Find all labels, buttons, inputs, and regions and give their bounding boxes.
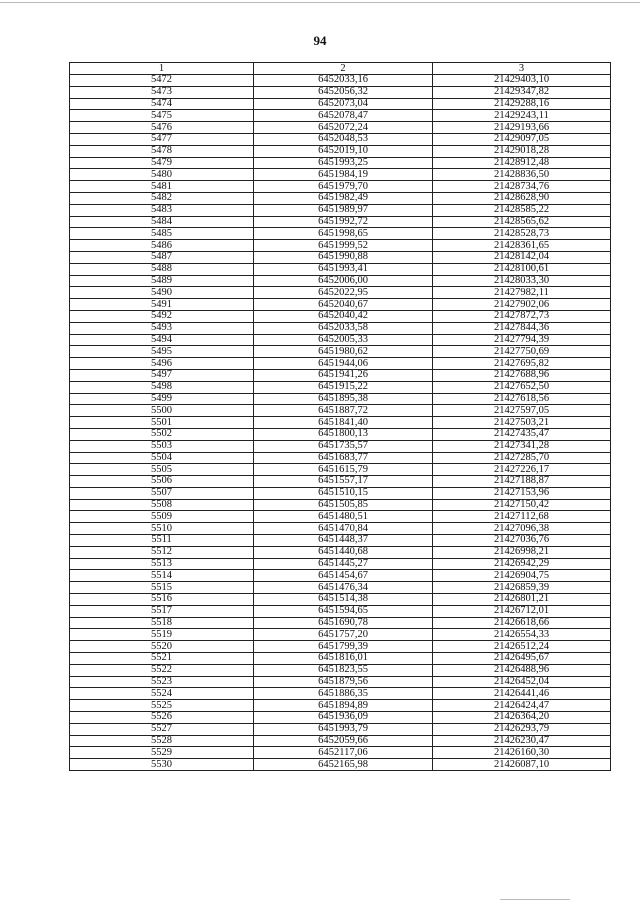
table-row xyxy=(70,322,611,334)
point-number-cell: 5478 xyxy=(70,145,254,157)
x-coordinate-cell: 6451895,38 xyxy=(254,393,433,405)
x-coordinate-cell: 6451993,41 xyxy=(254,263,433,275)
point-number-cell: 5522 xyxy=(70,664,254,676)
x-coordinate-cell: 6452033,16 xyxy=(254,75,433,87)
y-coordinate-cell: 21427652,50 xyxy=(433,381,611,393)
y-coordinate-cell: 21429018,28 xyxy=(433,145,611,157)
y-coordinate-cell: 21427872,73 xyxy=(433,310,611,322)
y-coordinate-cell: 21427096,38 xyxy=(433,523,611,535)
table-row xyxy=(70,169,611,181)
y-coordinate-cell: 21429288,16 xyxy=(433,98,611,110)
point-number-cell: 5511 xyxy=(70,535,254,547)
table-row xyxy=(70,381,611,393)
x-coordinate-cell: 6452006,00 xyxy=(254,275,433,287)
y-coordinate-cell: 21427902,06 xyxy=(433,299,611,311)
point-number-cell: 5524 xyxy=(70,688,254,700)
table-row xyxy=(70,110,611,122)
x-coordinate-cell: 6451982,49 xyxy=(254,192,433,204)
table-row xyxy=(70,676,611,688)
x-coordinate-cell: 6452059,66 xyxy=(254,735,433,747)
x-coordinate-cell: 6451944,06 xyxy=(254,358,433,370)
table-row xyxy=(70,393,611,405)
y-coordinate-cell: 21427188,87 xyxy=(433,476,611,488)
y-coordinate-cell: 21428142,04 xyxy=(433,251,611,263)
x-coordinate-cell: 6451980,62 xyxy=(254,346,433,358)
point-number-cell: 5502 xyxy=(70,428,254,440)
y-coordinate-cell: 21427794,39 xyxy=(433,334,611,346)
point-number-cell: 5483 xyxy=(70,204,254,216)
y-coordinate-cell: 21426618,66 xyxy=(433,617,611,629)
table-header-row xyxy=(70,63,611,75)
table-row xyxy=(70,594,611,606)
y-coordinate-cell: 21427844,36 xyxy=(433,322,611,334)
point-number-cell: 5489 xyxy=(70,275,254,287)
y-coordinate-cell: 21429403,10 xyxy=(433,75,611,87)
table-row xyxy=(70,546,611,558)
point-number-cell: 5500 xyxy=(70,405,254,417)
y-coordinate-cell: 21426904,75 xyxy=(433,570,611,582)
y-coordinate-cell: 21428734,76 xyxy=(433,181,611,193)
point-number-cell: 5508 xyxy=(70,499,254,511)
x-coordinate-cell: 6452073,04 xyxy=(254,98,433,110)
table-row xyxy=(70,428,611,440)
table-row xyxy=(70,263,611,275)
x-coordinate-cell: 6452022,95 xyxy=(254,287,433,299)
point-number-cell: 5501 xyxy=(70,417,254,429)
y-coordinate-cell: 21426424,47 xyxy=(433,700,611,712)
x-coordinate-cell: 6451999,52 xyxy=(254,240,433,252)
scan-edge-line-bottom xyxy=(500,899,570,900)
y-coordinate-cell: 21427597,05 xyxy=(433,405,611,417)
y-coordinate-cell: 21427750,69 xyxy=(433,346,611,358)
point-number-cell: 5515 xyxy=(70,582,254,594)
x-coordinate-cell: 6451989,97 xyxy=(254,204,433,216)
point-number-cell: 5476 xyxy=(70,122,254,134)
point-number-cell: 5499 xyxy=(70,393,254,405)
x-coordinate-cell: 6451841,40 xyxy=(254,417,433,429)
y-coordinate-cell: 21427688,96 xyxy=(433,369,611,381)
point-number-cell: 5521 xyxy=(70,653,254,665)
x-coordinate-cell: 6451757,20 xyxy=(254,629,433,641)
y-coordinate-cell: 21426160,30 xyxy=(433,747,611,759)
x-coordinate-cell: 6451735,57 xyxy=(254,440,433,452)
point-number-cell: 5520 xyxy=(70,641,254,653)
table-row xyxy=(70,181,611,193)
x-coordinate-cell: 6451615,79 xyxy=(254,464,433,476)
table-row xyxy=(70,617,611,629)
x-coordinate-cell: 6452072,24 xyxy=(254,122,433,134)
table-row xyxy=(70,511,611,523)
point-number-cell: 5519 xyxy=(70,629,254,641)
point-number-cell: 5495 xyxy=(70,346,254,358)
table-row xyxy=(70,133,611,145)
column-header-x: 2 xyxy=(254,63,433,75)
table-row xyxy=(70,653,611,665)
table-row xyxy=(70,523,611,535)
table-row xyxy=(70,688,611,700)
y-coordinate-cell: 21426998,21 xyxy=(433,546,611,558)
point-number-cell: 5487 xyxy=(70,251,254,263)
y-coordinate-cell: 21429347,82 xyxy=(433,86,611,98)
point-number-cell: 5528 xyxy=(70,735,254,747)
x-coordinate-cell: 6451514,38 xyxy=(254,594,433,606)
y-coordinate-cell: 21427695,82 xyxy=(433,358,611,370)
point-number-cell: 5518 xyxy=(70,617,254,629)
table-row xyxy=(70,558,611,570)
point-number-cell: 5507 xyxy=(70,487,254,499)
point-number-cell: 5504 xyxy=(70,452,254,464)
x-coordinate-cell: 6451510,15 xyxy=(254,487,433,499)
table-row xyxy=(70,747,611,759)
y-coordinate-cell: 21426712,01 xyxy=(433,605,611,617)
table-row xyxy=(70,499,611,511)
point-number-cell: 5503 xyxy=(70,440,254,452)
table-row xyxy=(70,723,611,735)
y-coordinate-cell: 21429243,11 xyxy=(433,110,611,122)
point-number-cell: 5493 xyxy=(70,322,254,334)
table-row xyxy=(70,487,611,499)
table-row xyxy=(70,75,611,87)
x-coordinate-cell: 6452033,58 xyxy=(254,322,433,334)
x-coordinate-cell: 6451448,37 xyxy=(254,535,433,547)
table-row xyxy=(70,452,611,464)
x-coordinate-cell: 6451998,65 xyxy=(254,228,433,240)
table-row xyxy=(70,275,611,287)
point-number-cell: 5525 xyxy=(70,700,254,712)
y-coordinate-cell: 21426293,79 xyxy=(433,723,611,735)
y-coordinate-cell: 21427285,70 xyxy=(433,452,611,464)
y-coordinate-cell: 21427341,28 xyxy=(433,440,611,452)
table-row xyxy=(70,369,611,381)
table-row xyxy=(70,605,611,617)
y-coordinate-cell: 21426364,20 xyxy=(433,712,611,724)
point-number-cell: 5517 xyxy=(70,605,254,617)
point-number-cell: 5523 xyxy=(70,676,254,688)
point-number-cell: 5506 xyxy=(70,476,254,488)
y-coordinate-cell: 21428565,62 xyxy=(433,216,611,228)
point-number-cell: 5529 xyxy=(70,747,254,759)
point-number-cell: 5474 xyxy=(70,98,254,110)
table-row xyxy=(70,712,611,724)
table-row xyxy=(70,629,611,641)
y-coordinate-cell: 21427982,11 xyxy=(433,287,611,299)
x-coordinate-cell: 6451690,78 xyxy=(254,617,433,629)
table-row xyxy=(70,287,611,299)
table-row xyxy=(70,240,611,252)
y-coordinate-cell: 21426488,96 xyxy=(433,664,611,676)
y-coordinate-cell: 21429097,05 xyxy=(433,133,611,145)
point-number-cell: 5496 xyxy=(70,358,254,370)
y-coordinate-cell: 21426801,21 xyxy=(433,594,611,606)
x-coordinate-cell: 6451823,55 xyxy=(254,664,433,676)
column-header-point: 1 xyxy=(70,63,254,75)
table-row xyxy=(70,417,611,429)
table-row xyxy=(70,122,611,134)
point-number-cell: 5480 xyxy=(70,169,254,181)
point-number-cell: 5472 xyxy=(70,75,254,87)
table-row xyxy=(70,405,611,417)
x-coordinate-cell: 6452165,98 xyxy=(254,759,433,771)
table-body xyxy=(70,75,611,771)
table-row xyxy=(70,86,611,98)
table-row xyxy=(70,735,611,747)
y-coordinate-cell: 21427226,17 xyxy=(433,464,611,476)
point-number-cell: 5498 xyxy=(70,381,254,393)
y-coordinate-cell: 21428100,61 xyxy=(433,263,611,275)
x-coordinate-cell: 6451915,22 xyxy=(254,381,433,393)
x-coordinate-cell: 6451440,68 xyxy=(254,546,433,558)
coordinates-table xyxy=(69,62,611,771)
table-row xyxy=(70,157,611,169)
table-row xyxy=(70,664,611,676)
y-coordinate-cell: 21428628,90 xyxy=(433,192,611,204)
point-number-cell: 5527 xyxy=(70,723,254,735)
point-number-cell: 5510 xyxy=(70,523,254,535)
x-coordinate-cell: 6451470,84 xyxy=(254,523,433,535)
point-number-cell: 5473 xyxy=(70,86,254,98)
x-coordinate-cell: 6451683,77 xyxy=(254,452,433,464)
point-number-cell: 5482 xyxy=(70,192,254,204)
x-coordinate-cell: 6451594,65 xyxy=(254,605,433,617)
x-coordinate-cell: 6451557,17 xyxy=(254,476,433,488)
y-coordinate-cell: 21428585,22 xyxy=(433,204,611,216)
point-number-cell: 5509 xyxy=(70,511,254,523)
column-header-y: 3 xyxy=(433,63,611,75)
table-row xyxy=(70,310,611,322)
x-coordinate-cell: 6451816,01 xyxy=(254,653,433,665)
table-row xyxy=(70,641,611,653)
point-number-cell: 5475 xyxy=(70,110,254,122)
y-coordinate-cell: 21427153,96 xyxy=(433,487,611,499)
x-coordinate-cell: 6451480,51 xyxy=(254,511,433,523)
point-number-cell: 5488 xyxy=(70,263,254,275)
table-row xyxy=(70,582,611,594)
point-number-cell: 5497 xyxy=(70,369,254,381)
x-coordinate-cell: 6451476,34 xyxy=(254,582,433,594)
point-number-cell: 5513 xyxy=(70,558,254,570)
x-coordinate-cell: 6451941,26 xyxy=(254,369,433,381)
point-number-cell: 5494 xyxy=(70,334,254,346)
y-coordinate-cell: 21426495,67 xyxy=(433,653,611,665)
y-coordinate-cell: 21427150,42 xyxy=(433,499,611,511)
x-coordinate-cell: 6451445,27 xyxy=(254,558,433,570)
table-row xyxy=(70,700,611,712)
point-number-cell: 5514 xyxy=(70,570,254,582)
point-number-cell: 5490 xyxy=(70,287,254,299)
point-number-cell: 5484 xyxy=(70,216,254,228)
table-row xyxy=(70,476,611,488)
point-number-cell: 5479 xyxy=(70,157,254,169)
x-coordinate-cell: 6452040,67 xyxy=(254,299,433,311)
x-coordinate-cell: 6451993,79 xyxy=(254,723,433,735)
scan-edge-line xyxy=(0,2,640,3)
x-coordinate-cell: 6452048,53 xyxy=(254,133,433,145)
x-coordinate-cell: 6451887,72 xyxy=(254,405,433,417)
table-row xyxy=(70,192,611,204)
point-number-cell: 5477 xyxy=(70,133,254,145)
y-coordinate-cell: 21428912,48 xyxy=(433,157,611,169)
y-coordinate-cell: 21426859,39 xyxy=(433,582,611,594)
y-coordinate-cell: 21427036,76 xyxy=(433,535,611,547)
x-coordinate-cell: 6451990,88 xyxy=(254,251,433,263)
x-coordinate-cell: 6451879,56 xyxy=(254,676,433,688)
y-coordinate-cell: 21428361,65 xyxy=(433,240,611,252)
table-row xyxy=(70,251,611,263)
page-number: 94 xyxy=(313,33,327,48)
x-coordinate-cell: 6451894,89 xyxy=(254,700,433,712)
point-number-cell: 5491 xyxy=(70,299,254,311)
x-coordinate-cell: 6452056,32 xyxy=(254,86,433,98)
table-row xyxy=(70,358,611,370)
y-coordinate-cell: 21426452,04 xyxy=(433,676,611,688)
point-number-cell: 5512 xyxy=(70,546,254,558)
table-row xyxy=(70,570,611,582)
y-coordinate-cell: 21426554,33 xyxy=(433,629,611,641)
y-coordinate-cell: 21426942,29 xyxy=(433,558,611,570)
x-coordinate-cell: 6451936,09 xyxy=(254,712,433,724)
y-coordinate-cell: 21427435,47 xyxy=(433,428,611,440)
point-number-cell: 5530 xyxy=(70,759,254,771)
x-coordinate-cell: 6451886,35 xyxy=(254,688,433,700)
point-number-cell: 5526 xyxy=(70,712,254,724)
point-number-cell: 5485 xyxy=(70,228,254,240)
y-coordinate-cell: 21427618,56 xyxy=(433,393,611,405)
y-coordinate-cell: 21426087,10 xyxy=(433,759,611,771)
y-coordinate-cell: 21426512,24 xyxy=(433,641,611,653)
x-coordinate-cell: 6451800,13 xyxy=(254,428,433,440)
table-row xyxy=(70,334,611,346)
table-row xyxy=(70,145,611,157)
y-coordinate-cell: 21426441,46 xyxy=(433,688,611,700)
table-row xyxy=(70,228,611,240)
x-coordinate-cell: 6452005,33 xyxy=(254,334,433,346)
point-number-cell: 5516 xyxy=(70,594,254,606)
table-row xyxy=(70,98,611,110)
x-coordinate-cell: 6451505,85 xyxy=(254,499,433,511)
y-coordinate-cell: 21428836,50 xyxy=(433,169,611,181)
table-row xyxy=(70,204,611,216)
x-coordinate-cell: 6452019,10 xyxy=(254,145,433,157)
y-coordinate-cell: 21427503,21 xyxy=(433,417,611,429)
x-coordinate-cell: 6451454,67 xyxy=(254,570,433,582)
y-coordinate-cell: 21429193,66 xyxy=(433,122,611,134)
x-coordinate-cell: 6451799,39 xyxy=(254,641,433,653)
point-number-cell: 5481 xyxy=(70,181,254,193)
table-row xyxy=(70,299,611,311)
table-row xyxy=(70,535,611,547)
table-row xyxy=(70,464,611,476)
table-row xyxy=(70,759,611,771)
x-coordinate-cell: 6452078,47 xyxy=(254,110,433,122)
table-row xyxy=(70,346,611,358)
point-number-cell: 5505 xyxy=(70,464,254,476)
y-coordinate-cell: 21426230,47 xyxy=(433,735,611,747)
table-row xyxy=(70,216,611,228)
y-coordinate-cell: 21427112,68 xyxy=(433,511,611,523)
x-coordinate-cell: 6451992,72 xyxy=(254,216,433,228)
y-coordinate-cell: 21428033,30 xyxy=(433,275,611,287)
x-coordinate-cell: 6452040,42 xyxy=(254,310,433,322)
x-coordinate-cell: 6451993,25 xyxy=(254,157,433,169)
x-coordinate-cell: 6452117,06 xyxy=(254,747,433,759)
point-number-cell: 5492 xyxy=(70,310,254,322)
x-coordinate-cell: 6451984,19 xyxy=(254,169,433,181)
y-coordinate-cell: 21428528,73 xyxy=(433,228,611,240)
table-row xyxy=(70,440,611,452)
x-coordinate-cell: 6451979,70 xyxy=(254,181,433,193)
point-number-cell: 5486 xyxy=(70,240,254,252)
